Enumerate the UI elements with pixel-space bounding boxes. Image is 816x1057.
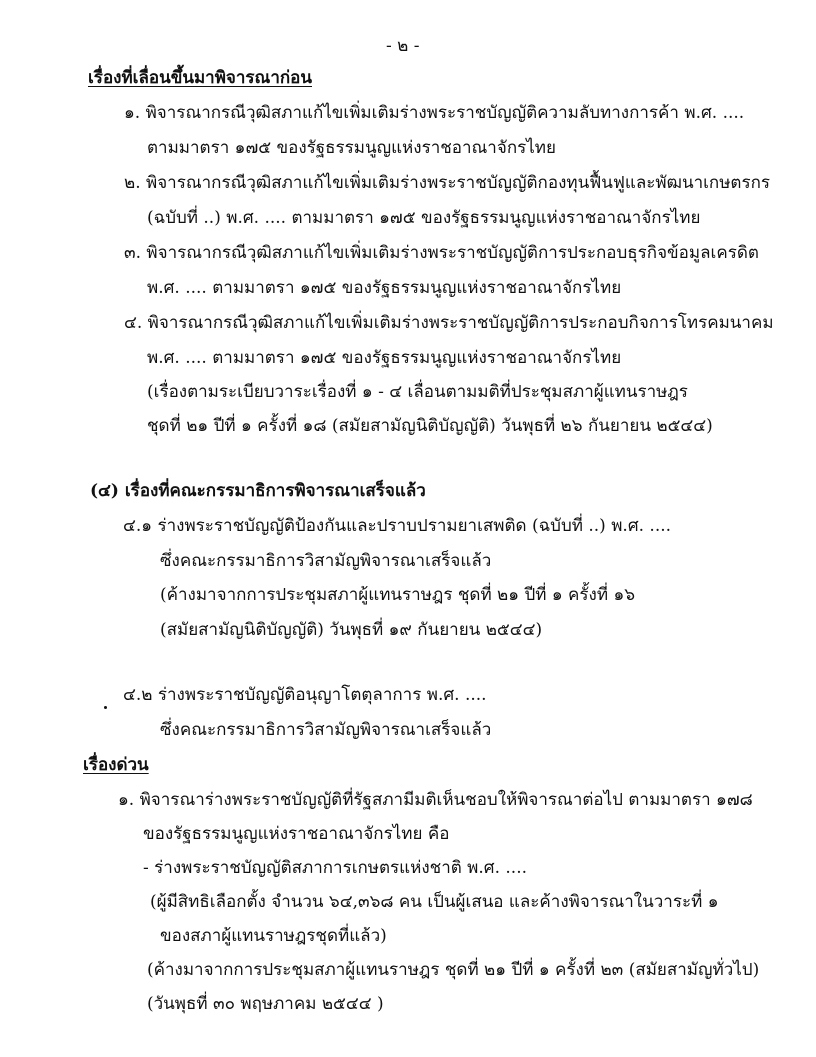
advanced-item-4-line-1: ๔. พิจารณากรณีวุฒิสภาแก้ไขเพิ่มเติมร่างพระราชบัญญัติการประกอบกิจการโทรคมนาคม [124,313,774,333]
advanced-note-line-2: ชุดที่ ๒๑ ปีที่ ๑ ครั้งที่ ๑๘ (สมัยสามัญนิติบัญญัติ) วันพุธที่ ๒๖ กันยายน ๒๕๔๔) [147,416,713,436]
urgent-line-2: ของรัฐธรรมนูญแห่งราชอาณาจักรไทย คือ [143,824,450,844]
advanced-item-1-line-2: ตามมาตรา ๑๗๕ ของรัฐธรรมนูญแห่งราชอาณาจักรไทย [147,138,556,158]
committee-item-2-line-2: ซึ่งคณะกรรมาธิการวิสามัญพิจารณาเสร็จแล้ว [160,720,492,740]
urgent-line-1: ๑. พิจารณาร่างพระราชบัญญัติที่รัฐสภามีมติเห็นชอบให้พิจารณาต่อไป ตามมาตรา ๑๗๘ [118,790,753,810]
urgent-line-5: ของสภาผู้แทนราษฎรชุดที่แล้ว) [160,926,387,946]
urgent-line-4: (ผู้มีสิทธิเลือกตั้ง จำนวน ๖๔,๓๖๘ คน เป็นผู้เสนอ และค้างพิจารณาในวาระที่ ๑ [150,892,719,912]
advanced-item-2-line-1: ๒. พิจารณากรณีวุฒิสภาแก้ไขเพิ่มเติมร่างพระราชบัญญัติกองทุนฟื้นฟูและพัฒนาเกษตรกร [124,173,771,193]
section-heading-advanced: เรื่องที่เลื่อนขึ้นมาพิจารณาก่อน [88,68,312,88]
page-number: - ๒ - [386,36,420,56]
committee-item-2-line-1: ๔.๒ ร่างพระราชบัญญัติอนุญาโตตุลาการ พ.ศ. .... [123,685,487,705]
advanced-item-4-line-2: พ.ศ. .... ตามมาตรา ๑๗๕ ของรัฐธรรมนูญแห่งราชอาณาจักรไทย [147,348,622,368]
committee-item-1-line-2: ซึ่งคณะกรรมาธิการวิสามัญพิจารณาเสร็จแล้ว [160,551,492,571]
advanced-note-line-1: (เรื่องตามระเบียบวาระเรื่องที่ ๑ - ๔ เลื่อนตามมติที่ประชุมสภาผู้แทนราษฎร [147,382,688,402]
advanced-item-3-line-1: ๓. พิจารณากรณีวุฒิสภาแก้ไขเพิ่มเติมร่างพระราชบัญญัติการประกอบธุรกิจข้อมูลเครดิต [124,243,759,263]
urgent-line-6: (ค้างมาจากการประชุมสภาผู้แทนราษฎร ชุดที่ ๒๑ ปีที่ ๑ ครั้งที่ ๒๓ (สมัยสามัญทั่วไป) [147,960,760,980]
section-heading-committee: (๔) เรื่องที่คณะกรรมาธิการพิจารณาเสร็จแล้ว [90,481,426,501]
urgent-line-3: - ร่างพระราชบัญญัติสภาการเกษตรแห่งชาติ พ.ศ. .... [143,858,528,878]
advanced-item-1-line-1: ๑. พิจารณากรณีวุฒิสภาแก้ไขเพิ่มเติมร่างพระราชบัญญัติความลับทางการค้า พ.ศ. .... [124,103,745,123]
committee-item-1-line-3: (ค้างมาจากการประชุมสภาผู้แทนราษฎร ชุดที่ ๒๑ ปีที่ ๑ ครั้งที่ ๑๖ [160,585,636,605]
committee-item-1-line-1: ๔.๑ ร่างพระราชบัญญัติป้องกันและปราบปรามยาเสพติด (ฉบับที่ ..) พ.ศ. .... [123,516,672,536]
urgent-line-7: (วันพุธที่ ๓๐ พฤษภาคม ๒๕๔๔ ) [147,994,384,1014]
advanced-item-2-line-2: (ฉบับที่ ..) พ.ศ. .... ตามมาตรา ๑๗๕ ของรัฐธรรมนูญแห่งราชอาณาจักรไทย [147,208,701,228]
section-heading-urgent: เรื่องด่วน [83,755,149,775]
committee-item-1-line-4: (สมัยสามัญนิติบัญญัติ) วันพุธที่ ๑๙ กันยายน ๒๕๔๔) [160,620,543,640]
scan-speck [104,706,107,709]
advanced-item-3-line-2: พ.ศ. .... ตามมาตรา ๑๗๕ ของรัฐธรรมนูญแห่งราชอาณาจักรไทย [147,278,622,298]
